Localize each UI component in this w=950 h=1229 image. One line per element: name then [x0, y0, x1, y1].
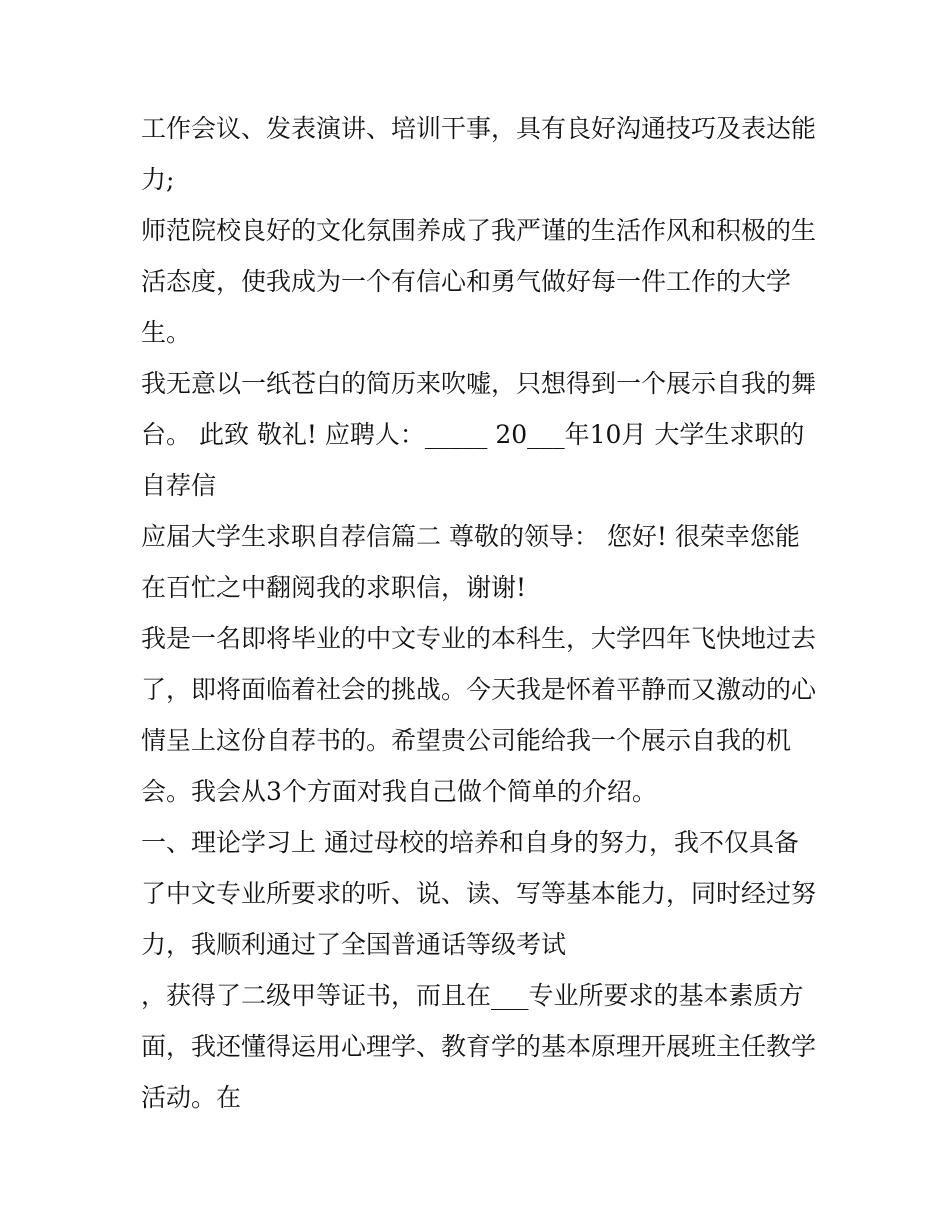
document-body — [141, 103, 821, 1123]
paragraph: 工作会议、发表演讲、培训干事，具有良好沟通技巧及表达能力; — [141, 114, 817, 194]
paragraph: 我无意以一纸苍白的简历来吹嘘，只想得到一个展示自我的舞台。 此致 敬礼! 应聘人：_____ 20___年10月 大学生求职的自荐信 — [141, 369, 817, 500]
paragraph: 一、理论学习上 通过母校的培养和自身的努力，我不仅具备了中文专业所要求的听、说、读、写等基本能力，同时经过努力，我顺利通过了全国普通话等级考试 — [141, 828, 817, 959]
paragraph: ，获得了二级甲等证书，而且在___专业所要求的基本素质方面，我还懂得运用心理学、教育学的基本原理开展班主任教学活动。在 — [141, 981, 817, 1112]
paragraph: 应届大学生求职自荐信篇二 尊敬的领导： 您好! 很荣幸您能在百忙之中翻阅我的求职信，谢谢! — [141, 522, 800, 602]
paragraph: 我是一名即将毕业的中文专业的本科生，大学四年飞快地过去了，即将面临着社会的挑战。今天我是怀着平静而又激动的心情呈上这份自荐书的。希望贵公司能给我一个展示自我的机会。我会从3个方面对我自己做个简单的介绍。 — [141, 624, 817, 806]
paragraph: 师范院校良好的文化氛围养成了我严谨的生活作风和积极的生活态度，使我成为一个有信心和勇气做好每一件工作的大学生。 — [141, 216, 817, 347]
